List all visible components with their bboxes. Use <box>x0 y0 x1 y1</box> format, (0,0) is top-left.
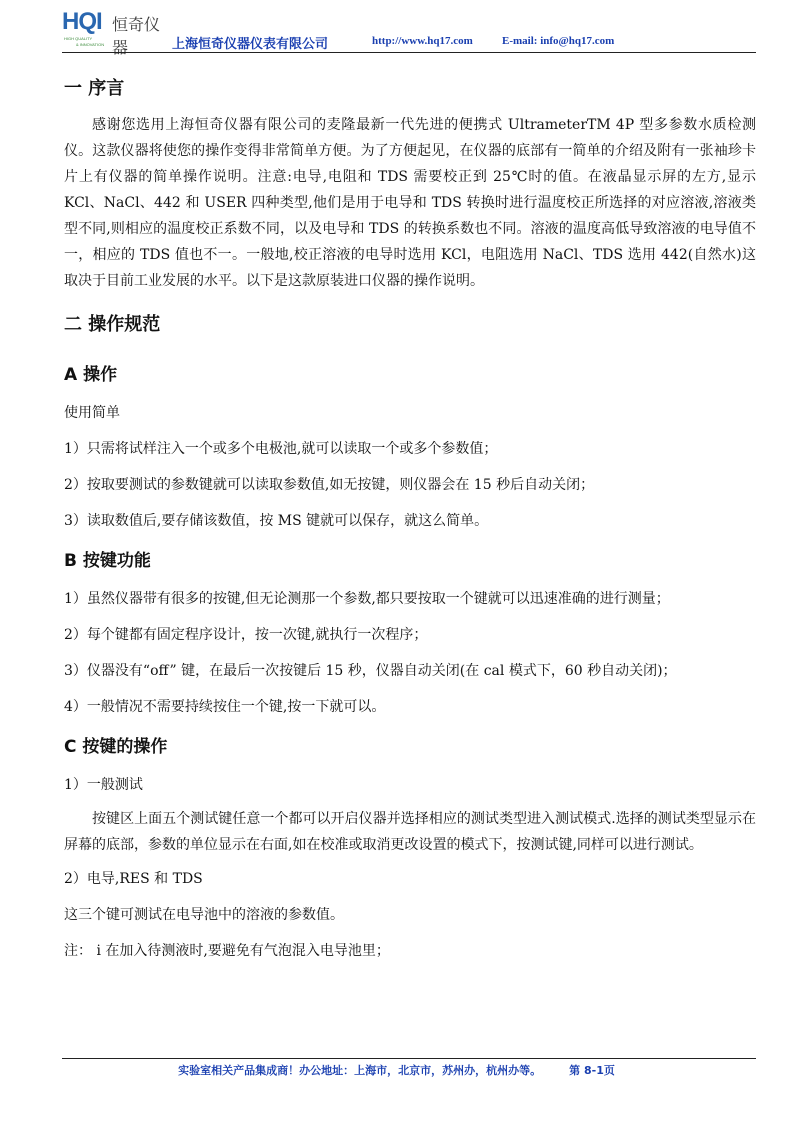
page-header <box>62 6 756 57</box>
logo-mark: HQI <box>62 8 102 35</box>
list-item: 1）只需将试样注入一个或多个电极池,就可以读取一个或多个参数值； <box>64 441 498 457</box>
list-item: 3）仪器没有“off” 键，在最后一次按键后 15 秒，仪器自动关闭(在 cal 模式下，60 秒自动关闭)； <box>64 663 677 679</box>
preface-paragraph: 感谢您选用上海恒奇仪器有限公司的麦隆最新一代先进的便携式 UltrameterTM 4P 型多参数水质检测仪。这款仪器将使您的操作变得非常简单方便。为了方便起见，在仪器的底部有一简单的介绍及附有一张袖珍卡片上有仪器的简单操作说明。注意:电导,电阻和 TDS 需要校正到 25℃时的值。在液晶显示屏的左方,显示 KCl、NaCl、442 和 USER 四种类型,他们是用于电导和 TDS 转换时进行温度校正所选择的对应溶液,溶液类型不同,则相应的温度校正系数不同，以及电导和 TDS 的转换系数也不同。溶液的温度高低导致溶液的电导值不一，相应的 TDS 值也不一。一般地,校正溶液的电导时选用 KCl，电阻选用 NaCl、TDS 选用 442(自然水)这取决于目前工业发展的水平。以下是这款原装进口仪器的操作说明。 <box>64 117 756 289</box>
list-item: 2）按取要测试的参数键就可以读取参数值,如无按键，则仪器会在 15 秒后自动关闭； <box>64 477 595 493</box>
company-name: 上海恒奇仪器仪表有限公司 <box>172 37 329 52</box>
footer-divider <box>62 1058 756 1059</box>
logo-tagline-2: & INNOVATION <box>76 42 105 47</box>
subsection-a-intro: 使用简单 <box>64 405 120 421</box>
list-item: 3）读取数值后,要存储该数值，按 MS 键就可以保存，就这么简单。 <box>64 513 489 529</box>
email-link[interactable]: E-mail: info@hq17.com <box>502 35 615 47</box>
list-item-body: 这三个键可测试在电导池中的溶液的参数值。 <box>64 907 344 923</box>
list-item: 2）每个键都有固定程序设计，按一次键,就执行一次程序； <box>64 627 428 643</box>
document-body <box>64 74 756 964</box>
company-logo <box>62 8 172 57</box>
note-text: 注： i 在加入待测液时,要避免有气泡混入电导池里； <box>64 943 390 959</box>
list-item: 1）虽然仪器带有很多的按键,但无论测那一个参数,都只要按取一个键就可以迅速准确的进行测量； <box>64 591 670 607</box>
subsection-title-b: B 按键功能 <box>64 551 151 571</box>
header-divider <box>62 52 756 53</box>
list-item: 1）一般测试 <box>64 777 143 793</box>
subsection-title-a: A 操作 <box>64 365 118 385</box>
page-footer <box>0 1062 793 1078</box>
list-item: 4）一般情况不需要持续按住一个键,按一下就可以。 <box>64 699 386 715</box>
section-title-preface: 一 序言 <box>64 78 125 99</box>
list-item-body: 按键区上面五个测试键任意一个都可以开启仪器并选择相应的测试类型进入测试模式.选择的测试类型显示在屏幕的底部，参数的单位显示在右面,如在校准或取消更改设置的模式下，按测试键,同样可以进行测试。 <box>64 811 756 853</box>
website-link[interactable]: http://www.hq17.com <box>372 35 473 47</box>
logo-tagline-1: HIGH QUALITY <box>64 36 93 41</box>
section-title-operation-spec: 二 操作规范 <box>64 314 161 335</box>
subsection-title-c: C 按键的操作 <box>64 737 168 757</box>
page-number: 第 8-1页 <box>569 1064 615 1077</box>
footer-text: 实验室相关产品集成商！办公地址：上海市，北京市，苏州办，杭州办等。 <box>178 1064 542 1077</box>
logo-chinese-name: 恒奇仪器 <box>112 15 161 57</box>
list-item: 2）电导,RES 和 TDS <box>64 871 203 887</box>
